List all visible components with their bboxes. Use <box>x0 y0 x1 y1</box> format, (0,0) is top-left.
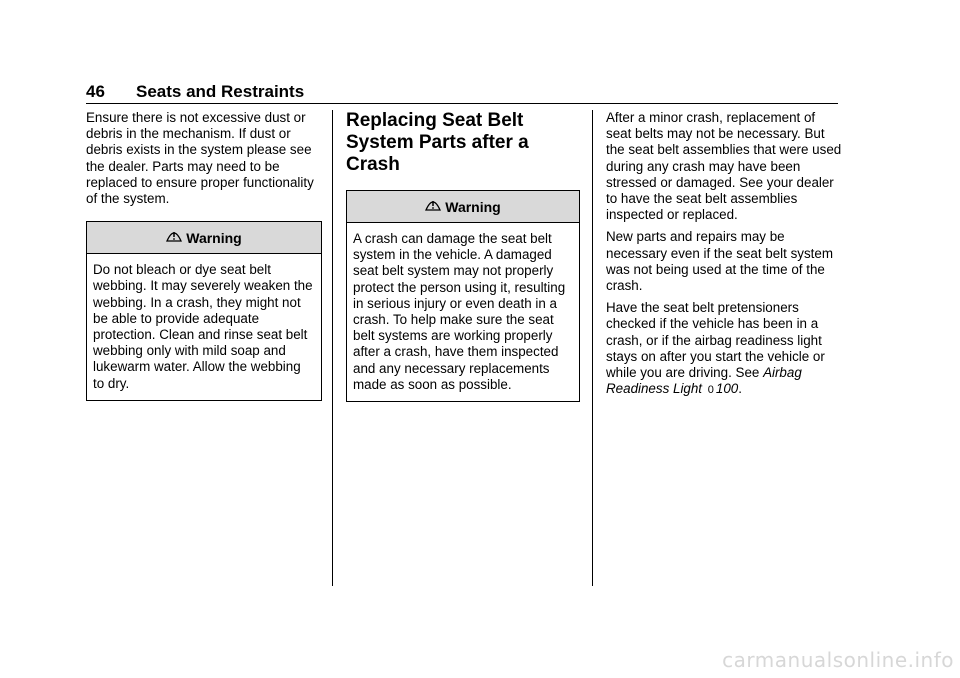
airbag-readiness-link[interactable]: Airbag Readiness Light <box>606 365 802 397</box>
page-ref-arrow-icon: 0 <box>707 384 714 397</box>
warning-title: Warning <box>186 229 242 246</box>
column-divider <box>332 110 333 586</box>
warning-header <box>87 222 321 254</box>
warning-header <box>347 191 579 223</box>
warning-box <box>346 190 580 402</box>
paragraph-text: Have the seat belt pretensioners checked if the vehicle has been in a crash, or if the airbag readiness light stays on after you start the vehicle or while you are driving. See <box>606 300 825 381</box>
header-rule <box>86 103 838 104</box>
column-2 <box>346 110 580 402</box>
paragraph: New parts and repairs may be necessary even if the seat belt system was not being used at the time of the crash. <box>606 229 834 294</box>
warning-title: Warning <box>445 198 501 215</box>
page-header <box>86 82 304 102</box>
section-title-header: Seats and Restraints <box>136 82 305 101</box>
warning-icon <box>166 227 182 243</box>
warning-icon <box>425 196 441 212</box>
paragraph <box>606 300 842 398</box>
column-divider <box>592 110 593 586</box>
intro-paragraph: Ensure there is not excessive dust or debris in the mechanism. If dust or debris exists in the system please see the dealer. Parts may need to be replaced to ensure proper functionality of the system. <box>86 110 314 207</box>
column-3 <box>606 110 842 404</box>
warning-box <box>86 221 322 401</box>
warning-text: Do not bleach or dye seat belt webbing. It may severely weaken the webbing. In a crash, they might not be able to provide adequate protection. Clean and rinse seat belt webbing only with mild soap and lukewarm water. Allow the webbing to dry. <box>93 262 313 391</box>
paragraph: After a minor crash, replacement of seat belts may not be necessary. But the seat belt assemblies that were used during any crash may have been stressed or damaged. See your dealer to have the seat belt assemblies inspected or replaced. <box>606 110 842 223</box>
watermark: carmanualsonline.info <box>722 648 954 672</box>
column-1 <box>86 110 322 401</box>
paragraph-end: . <box>738 381 742 397</box>
warning-text: A crash can damage the seat belt system in the vehicle. A damaged seat belt system may not properly protect the person using it, resulting in serious injury or even death in a crash. To help make sure the seat belt systems are working properly after a crash, have them inspected and any necessary replacements made as soon as possible. <box>353 231 566 392</box>
section-heading: Replacing Seat Belt System Parts after a Crash <box>346 110 529 175</box>
page-number: 46 <box>86 82 105 101</box>
page-ref-number[interactable]: 100 <box>715 381 739 397</box>
